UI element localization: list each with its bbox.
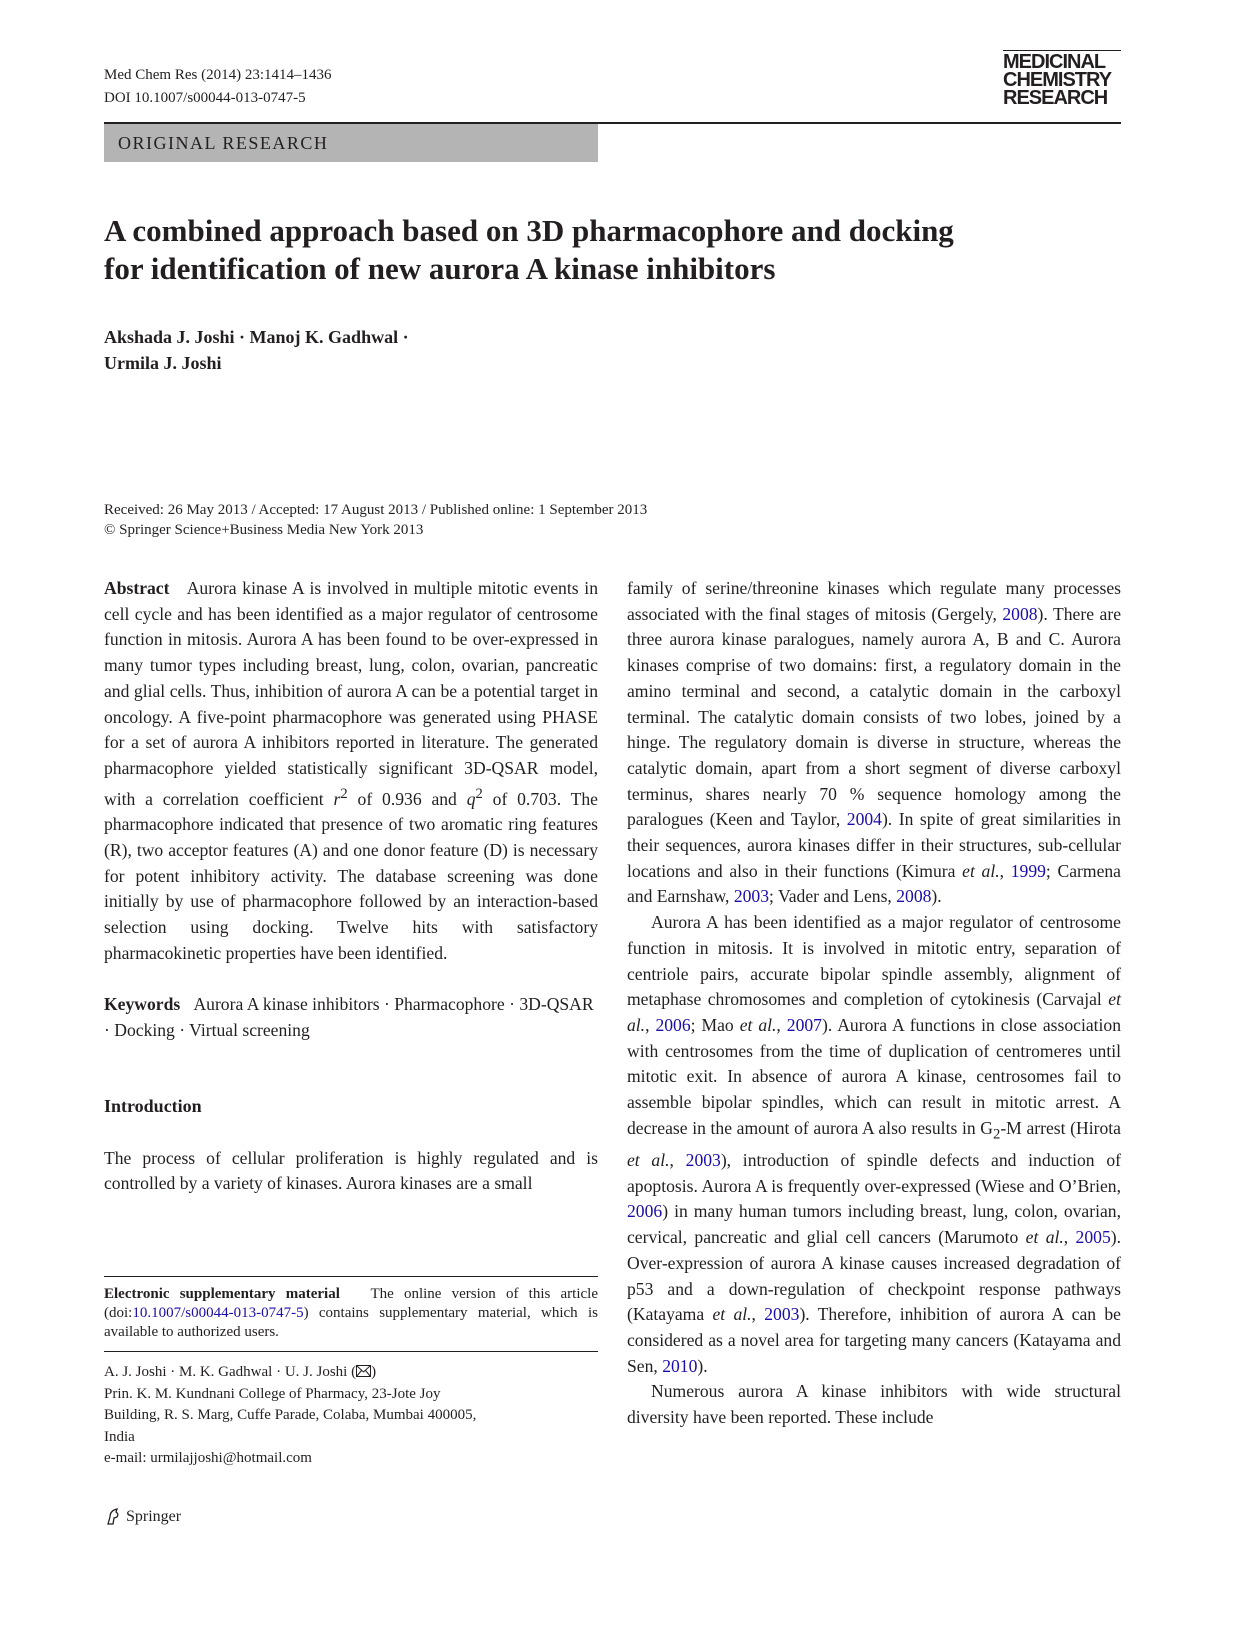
body-text: , <box>751 1304 765 1325</box>
body-text: ). Therefore, inhibition of aurora A can be considered as a novel area for targeting many cancers (Katayama and Sen, <box>627 1304 1121 1376</box>
citation-link[interactable]: 2008 <box>1002 603 1038 624</box>
citation-link[interactable]: 2010 <box>662 1355 698 1376</box>
body-text: ). Over-expression of aurora A kinase causes increased degradation of p53 and a down-regulation of checkpoint response pathways (Katayama <box>627 1227 1121 1325</box>
citation-link[interactable]: 2003 <box>685 1149 721 1170</box>
citation-line: Med Chem Res (2014) 23:1414–1436 <box>104 67 332 83</box>
journal-logo <box>1003 53 1111 107</box>
body-text: Numerous aurora A kinase inhibitors with wide structural diversity have been reported. These include <box>627 1381 1121 1428</box>
abstract-text-b: of 0.936 and <box>347 788 467 809</box>
abstract-text-c: of 0.703. The pharmacophore indicated that presence of two aromatic ring features (R), two acceptor features (A) and one donor feature (D) is necessary for potent inhibitory activity. The database screening was done initially by use of pharmacophore followed by an interaction-based selection using docking. Twelve hits with satisfactory pharmacokinetic properties have been identified. <box>104 788 598 963</box>
citation-link[interactable]: 2006 <box>627 1201 663 1222</box>
body-text: ). Aurora A functions in close association with centrosomes from the time of duplication of centromeres until mitotic exit. In absence of aurora A kinase, centrosomes fail to assemble bipolar spindles, which can result in mitotic arrest. A decrease in the amount of aurora A also results in G <box>627 1014 1122 1138</box>
italic-text: et al. <box>627 1149 670 1170</box>
citation-link[interactable]: 2003 <box>733 886 770 907</box>
body-text: ; Vader and Lens, <box>769 886 897 907</box>
body-text: ). In spite of great similarities in their sequences, aurora kinases differ in their structures, sub-cellular locations and also in their functions (Kimura <box>627 809 1121 881</box>
section-banner: ORIGINAL RESEARCH <box>104 124 598 162</box>
right-column <box>627 576 1121 1431</box>
supplementary-note <box>104 1285 598 1342</box>
footnote-rule <box>104 1276 598 1277</box>
r-symbol: r <box>333 788 341 809</box>
body-text: Aurora A has been identified as a major regulator of centrosome function in mitosis. It is involved in mitotic entry, separation of centriole pairs, accurate bipolar spindle assembly, alignment of metaphase chromosomes and completion of cytokinesis (Carvajal <box>627 912 1121 1010</box>
q-exponent: 2 <box>475 785 483 802</box>
q-symbol: q <box>466 788 476 809</box>
italic-text: et al. <box>627 989 1121 1035</box>
body-text: ) in many human tumors including breast, lung, colon, ovarian, cervical, pancreatic and glial cell cancers (Marumoto <box>627 1201 1121 1248</box>
citation-link[interactable]: 2004 <box>846 809 882 830</box>
abstract-paragraph <box>104 576 598 966</box>
italic-text: et al. <box>962 860 1000 881</box>
affiliation-email: e-mail: urmilajjoshi@hotmail.com <box>104 1450 312 1466</box>
author-list <box>104 324 704 376</box>
left-column <box>104 576 598 1197</box>
citation-link[interactable]: 2008 <box>896 886 932 907</box>
citation-link[interactable]: 2007 <box>786 1014 822 1035</box>
introduction-heading: Introduction <box>104 1095 202 1116</box>
body-text: ), introduction of spindle defects and induction of apoptosis. Aurora A is frequently over-expressed (Wiese and O’Brien, <box>627 1149 1121 1196</box>
title-line-1: A combined approach based on 3D pharmacophore and docking <box>104 213 954 248</box>
body-paragraph-1 <box>627 576 1121 910</box>
r-exponent: 2 <box>340 785 348 802</box>
italic-text: et al. <box>739 1014 777 1035</box>
body-text: , <box>645 1014 656 1035</box>
body-text: ). <box>931 886 942 907</box>
esm-text-a: The online version of this article (doi: <box>104 1286 598 1321</box>
esm-text-b: ) contains supplementary material, which is available to authorized users. <box>104 1305 598 1340</box>
body-paragraph-2 <box>627 910 1121 1379</box>
logo-line-1: MEDICINAL <box>1003 51 1106 73</box>
italic-text: et al. <box>712 1304 752 1325</box>
doi-line: DOI 10.1007/s00044-013-0747-5 <box>104 90 306 106</box>
affiliation-names-text: A. J. Joshi · M. K. Gadhwal · U. J. Joshi ( <box>104 1364 357 1380</box>
article-dates <box>104 500 647 540</box>
keywords-text: Aurora A kinase inhibitors · Pharmacophore · 3D-QSAR · Docking · Virtual screening <box>104 994 594 1041</box>
authors-line-2: Urmila J. Joshi <box>104 353 222 373</box>
citation-link[interactable]: 2003 <box>764 1304 800 1325</box>
body-text: ). <box>697 1355 708 1376</box>
affiliation-line-2: Prin. K. M. Kundnani College of Pharmacy, 23-Jote Joy <box>104 1385 441 1402</box>
abstract-label: Abstract <box>104 578 170 598</box>
body-text: ). There are three aurora kinase paralogues, namely aurora A, B and C. Aurora kinases comprise of two domains: first, a regulatory domain in the amino terminal and second, a catalytic domain in the carboxyl terminal. The catalytic domain consists of two lobes, joined by a hinge. The regulatory domain is diverse in structure, whereas the catalytic domain, apart from a short segment of diverse carboxyl terminus, shares nearly 70 % sequence homology among the paralogues (Keen and Taylor, <box>627 603 1122 830</box>
springer-horse-icon <box>104 1508 122 1526</box>
history-dates: Received: 26 May 2013 / Accepted: 17 August 2013 / Published online: 1 September 2013 <box>104 502 648 518</box>
body-text: -M arrest (Hirota <box>1000 1117 1121 1138</box>
title-line-2: for identification of new aurora A kinase inhibitors <box>104 251 776 286</box>
logo-line-3: RESEARCH <box>1003 87 1108 109</box>
introduction-paragraph: The process of cellular proliferation is highly regulated and is controlled by a variety of kinases. Aurora kinases are a small <box>104 1147 598 1194</box>
keywords-paragraph <box>104 992 598 1043</box>
body-text: , <box>1063 1227 1076 1248</box>
keywords-label: Keywords <box>104 994 181 1015</box>
publisher-name: Springer <box>126 1508 182 1525</box>
copyright-line: © Springer Science+Business Media New York 2013 <box>104 522 424 538</box>
body-text: , <box>669 1149 686 1170</box>
citation-link[interactable]: 2006 <box>655 1014 691 1035</box>
citation-link[interactable]: 2005 <box>1075 1227 1111 1248</box>
authors-line-1: Akshada J. Joshi · Manoj K. Gadhwal · <box>104 327 409 347</box>
journal-citation <box>104 64 331 110</box>
publisher-footer <box>104 1507 181 1527</box>
abstract-text-a: Aurora kinase A is involved in multiple mitotic events in cell cycle and has been identified as a major regulator of centrosome function in mitosis. Aurora A has been found to be over-expressed in many tumor types including breast, lung, colon, ovarian, pancreatic and glial cells. Thus, inhibition of aurora A can be a potential target in oncology. A five-point pharmacophore was generated using PHASE for a set of aurora A inhibitors reported in literature. The generated pharmacophore yielded statistically significant 3D-QSAR model, with a correlation coefficient <box>104 578 598 809</box>
body-text: , <box>999 860 1011 881</box>
citation-link[interactable]: 1999 <box>1010 860 1046 881</box>
affiliation-line-3: Building, R. S. Marg, Cuffe Parade, Colaba, Mumbai 400005, <box>104 1407 477 1423</box>
body-paragraph-3 <box>627 1379 1121 1430</box>
subscript: 2 <box>992 1126 1001 1143</box>
italic-text: et al. <box>1025 1227 1064 1248</box>
author-affiliation <box>104 1362 598 1470</box>
article-title <box>104 212 1104 288</box>
envelope-icon <box>356 1365 371 1377</box>
affiliation-names <box>104 1362 598 1384</box>
body-text: family of serine/threonine kinases which regulate many processes associated with the final stages of mitosis (Gergely, <box>627 578 1121 624</box>
body-text: ; Carmena and Earnshaw, <box>627 860 1121 907</box>
esm-doi-link[interactable]: 10.1007/s00044-013-0747-5 <box>132 1305 304 1321</box>
logo-line-2: CHEMISTRY <box>1003 69 1112 91</box>
body-text: ; Mao <box>690 1014 740 1035</box>
affiliation-line-4: India <box>104 1428 135 1445</box>
body-text: , <box>776 1014 787 1035</box>
esm-label: Electronic supplementary material <box>104 1286 340 1302</box>
affiliation-names-end: ) <box>371 1364 377 1380</box>
footnote-rule <box>104 1351 598 1352</box>
